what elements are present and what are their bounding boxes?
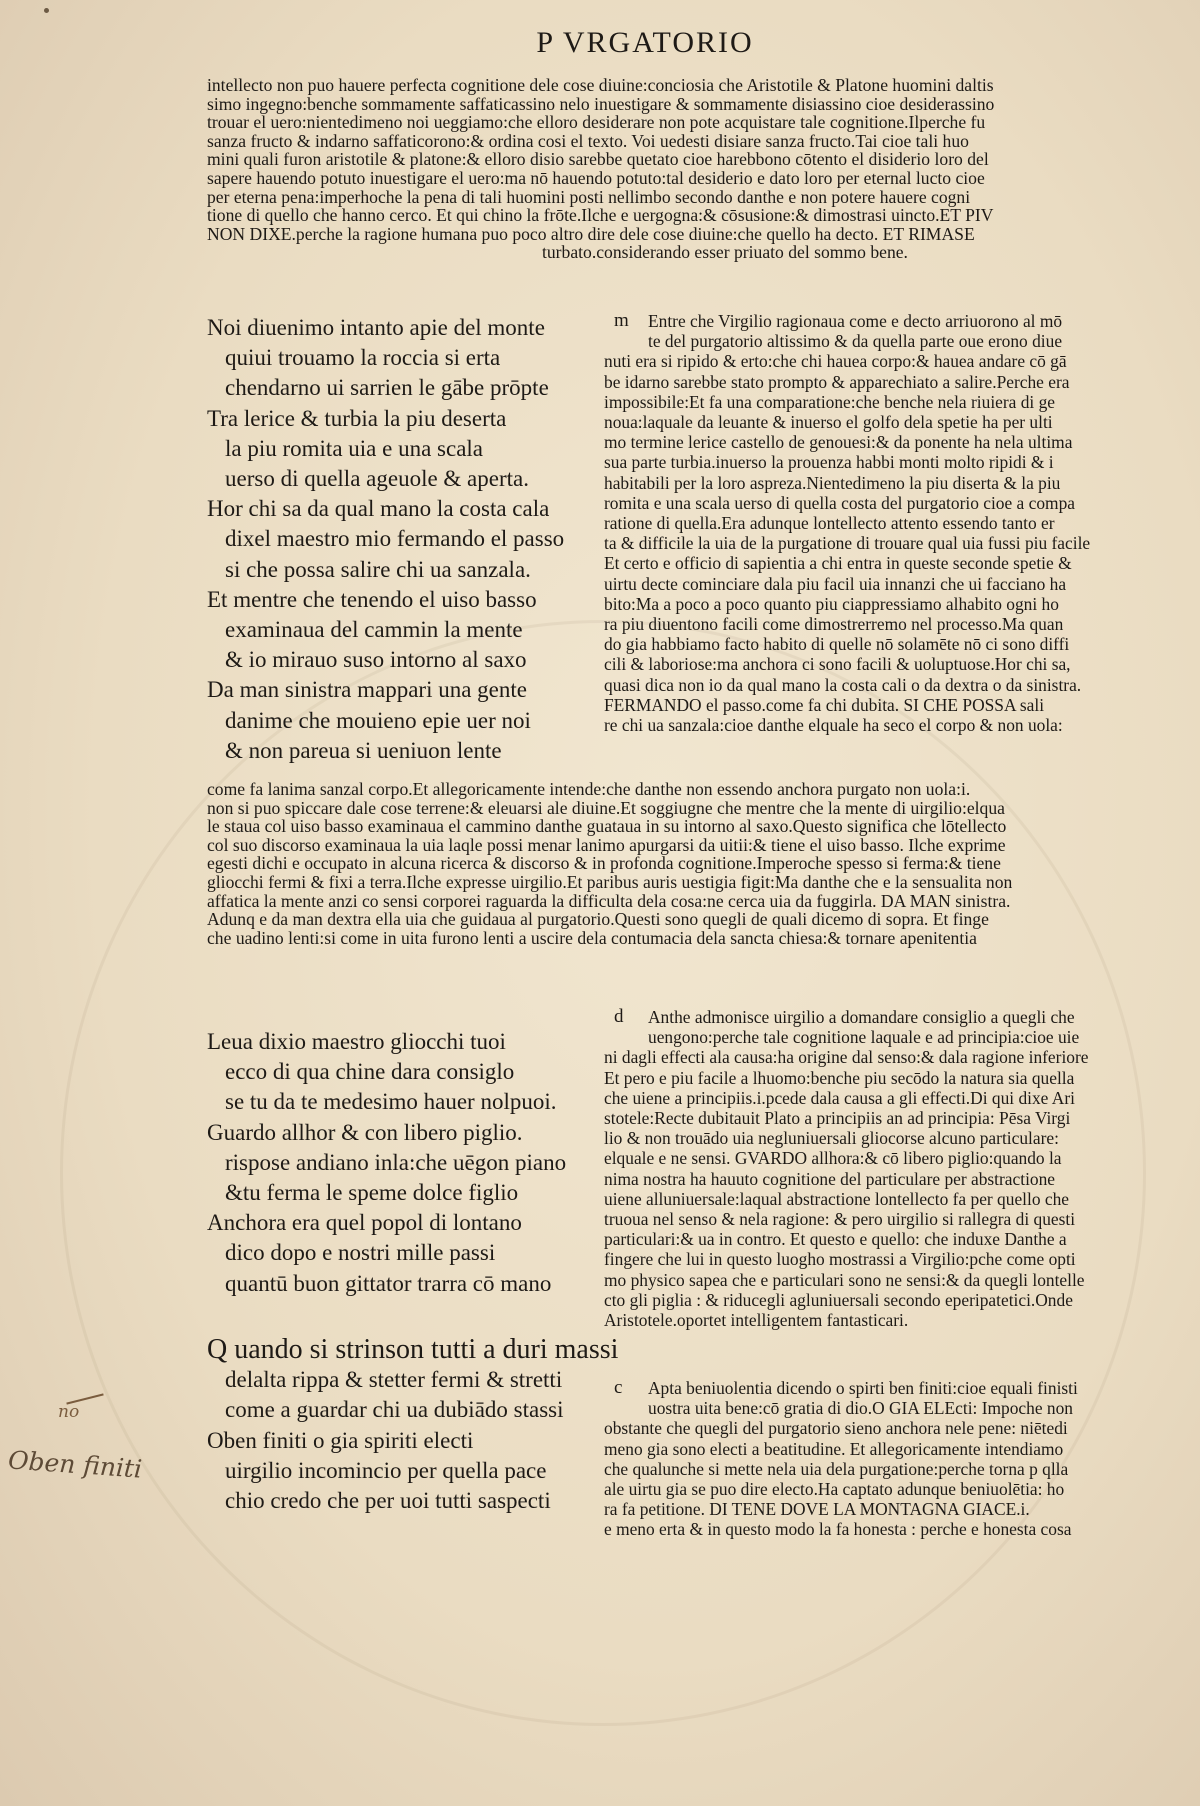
text-line: ra fa petitione. DI TENE DOVE LA MONTAGNA GIACE.i.: [604, 1499, 1030, 1520]
text-line: Et pero e piu facile a lhuomo:benche piu secōdo la natura sia quella: [604, 1067, 1075, 1088]
verse-line: Guardo allhor & con libero piglio.: [207, 1119, 523, 1145]
text-line: mini quali furon aristotile & platone:& elloro disio sarebbe quetato cioe harebbono cōtento el disiderio loro del: [207, 149, 989, 170]
commentary-block-top: [207, 76, 1182, 262]
text-line: nuti era si ripido & erto:che chi hauea corpo:& hauea andare cō gā: [604, 351, 1067, 372]
guide-letter: m: [614, 310, 629, 331]
text-line: affatica la mente anzi co sensi corporei raguarda la difficulta dela cosa:ne cerca uia da fuggirla. DA MAN sinistra.: [207, 890, 1011, 911]
text-line: elquale e ne sensi. GVARDO allhora:& cō libero piglio:quando la: [604, 1148, 1062, 1169]
page-header: [0, 26, 1200, 60]
ink-dot: [44, 8, 49, 13]
verse-line: uerso di quella ageuole & aperta.: [225, 466, 529, 492]
text-line: uirtu decte cominciare dala piu facil uia innanzi che ui facciano ha: [604, 573, 1067, 594]
text-line: Anthe admonisce uirgilio a domandare consiglio a quegli che: [648, 1007, 1075, 1027]
text-line: Aristotele.oportet intelligentem fantasticari.: [604, 1310, 909, 1331]
text-line: bito:Ma a poco a poco quanto piu ciappressiamo alhabito ogni ho: [604, 593, 1059, 614]
text-line: fingere che lui in questo luogho mostrassi a Virgilio:pche come opti: [604, 1249, 1076, 1270]
verse-line: &tu ferma le speme dolce figlio: [225, 1180, 519, 1206]
commentary-column-3: [604, 1378, 1184, 1540]
text-line: intellecto non puo hauere perfecta cognitione dele cose diuine:conciosia che Aristotile & Platone huomini daltis: [207, 75, 994, 95]
text-line: particulari:& ua in contro. Et questo e quello: che induxe Danthe a: [604, 1229, 1067, 1250]
verse-line: Da man sinistra mappari una gente: [207, 677, 527, 703]
text-line: ale uirtu gia se puo dire electo.Ha captato adunque beniuolētia: ho: [604, 1479, 1065, 1500]
commentary-column-1: [604, 311, 1184, 735]
verse-line: & io mirauo suso intorno al saxo: [225, 647, 527, 673]
text-line: che uiene a principiis.i.pcede dala causa a gli effecti.Di qui dixe Ari: [604, 1087, 1075, 1108]
text-line: col suo discorso examinaua la uia laqle possi menar lanimo apurgarsi da uitii:& tiene el uiso basso. Ilche exprime: [207, 834, 1006, 855]
text-line: te del purgatorio altissimo & da quella parte oue erono diue: [648, 331, 1063, 352]
verse-line: Q uando si strinson tutti a duri massi: [207, 1334, 619, 1365]
verse-line: dico dopo e nostri mille passi: [225, 1240, 496, 1266]
marginal-note: no: [58, 1402, 80, 1422]
verse-line: delalta rippa & stetter fermi & stretti: [225, 1367, 563, 1393]
text-line: che uadino lenti:si come in uita furono lenti a uscire dela contumacia dela sancta chiesa:& tornare apenitentia: [207, 927, 977, 948]
text-line: Adunq e da man dextra ella uia che guidaua al purgatorio.Questi sono quegli de quali dicemo di sopra. Et finge: [207, 909, 989, 930]
text-line: romita e una scala uerso di quella costa del purgatorio cioe a compa: [604, 492, 1075, 513]
text-line: egesti dichi e occupato in alcuna ricerca & discorso & in profonda cognitione.Imperoche spesso si ferma:& tiene: [207, 853, 1001, 874]
text-line: FERMANDO el passo.come fa chi dubita. SI CHE POSSA sali: [604, 694, 1045, 715]
text-line: mo physico sapea che e particulari sono ne sensi:& da quegli lontelle: [604, 1269, 1085, 1290]
verse-line: Leua dixio maestro gliocchi tuoi: [207, 1029, 506, 1054]
guide-letter: c: [614, 1377, 623, 1398]
text-line: ta & difficile la uia de la purgatione di trouare qual uia fussi piu facile: [604, 533, 1091, 554]
text-line: simo ingegno:benche sommamente saffaticassino nelo inuestigare & sommamente disiassino cioe desiderassino: [207, 93, 995, 114]
text-line: gliocchi fermi & fixi a terra.Ilche expresse uirgilio.Et paribus auris uestigia figit:Ma danthe che e la sensualita non: [207, 871, 1013, 892]
verse-line: Noi diuenimo intanto apie del monte: [207, 315, 545, 340]
text-line: sanza fructo & indarno saffaticorono:& ordina cosi el texto. Voi uedesti disiare sanza fructo.Tai cioe tali huo: [207, 130, 969, 151]
verse-line: dixel maestro mio fermando el passo: [225, 526, 565, 552]
text-line: trouar el uero:nientedimeno noi ueggiamo:che elloro desiderare non pote acquistare tale cognitione.Ilperche fu: [207, 112, 986, 133]
text-line: re chi ua sanzala:cioe danthe elquale ha seco el corpo & non uola:: [604, 715, 1063, 736]
text-line: sapere hauendo potuto inuestigare el uero:ma nō hauendo potuto:tal desiderio e dato loro per eternal lucto cioe: [207, 167, 985, 188]
verse-line: quiui trouamo la roccia si erta: [225, 345, 501, 371]
verse-line: si che possa salire chi ua sanzala.: [225, 556, 531, 582]
verse-line: examinaua del cammin la mente: [225, 617, 523, 643]
verse-line: Oben finiti o gia spiriti electi: [207, 1427, 474, 1453]
guide-letter: d: [614, 1006, 624, 1027]
text-line: uiene alluniuersale:laqual abstractione lontellecto fa per quello che: [604, 1188, 1069, 1209]
verse-line: uirgilio incomincio per quella pace: [225, 1457, 547, 1483]
marginal-handwriting: Oben finiti: [7, 1445, 144, 1484]
verse-line: & non pareua si ueniuon lente: [225, 737, 502, 763]
text-line: quasi dica non io da qual mano la costa cali o da dextra o da sinistra.: [604, 674, 1082, 695]
verse-line: Hor chi sa da qual mano la costa cala: [207, 496, 550, 522]
text-line: nima nostra ha hauuto cognitione del particulare per abstractione: [604, 1168, 1056, 1189]
verse-line: se tu da te medesimo hauer nolpuoi.: [225, 1089, 557, 1115]
text-line: be idarno sarebbe stato prompto & apparechiato a salire.Perche era: [604, 371, 1070, 392]
text-line: obstante che quegli del purgatorio sieno anchora nele pene: niētedi: [604, 1418, 1068, 1439]
text-line: sua parte turbia.inuerso la prouenza habbi monti molto ripidi & i: [604, 452, 1054, 473]
commentary-column-2: [604, 1007, 1184, 1330]
text-line: lio & non trouādo uia negluniuersali gliocorse alcuno particulare:: [604, 1128, 1059, 1149]
verse-group-3: [207, 1334, 619, 1516]
text-line: mo termine lerice castello de genouesi:& da ponente ha nela ultima: [604, 432, 1073, 453]
text-line: tione di quello che hanno cerco. Et qui chino la frōte.Ilche e uergogna:& cōsusione:& dimostrasi uincto.ET PIV: [207, 205, 994, 226]
text-line: habitabili per la loro aspreza.Nientedimeno la piu diserta & la piu: [604, 472, 1061, 493]
text-line: come fa lanima sanzal corpo.Et allegoricamente intende:che danthe non essendo anchora purgato non uola:i.: [207, 779, 971, 799]
text-line: do gia habbiamo facto habito di quelle nō solamēte nō ci sono diffi: [604, 634, 1070, 655]
text-line: non si puo spiccare dale cose terrene:& eleuarsi ale diuine.Et soggiugne che mentre che la mente di uirgilio:elqua: [207, 797, 1005, 818]
verse-line: Et mentre che tenendo el uiso basso: [207, 586, 537, 612]
verse-group-2: [207, 1027, 607, 1299]
verse-line: chio credo che per uoi tutti saspecti: [225, 1488, 551, 1514]
text-line: le staua col uiso basso examinaua el cammino danthe guataua in su intorno al saxo.Questo significa che lōtellecto: [207, 816, 1007, 837]
text-line: ratione di quella.Era adunque lontellecto attento essendo tanto er: [604, 513, 1055, 534]
verse-line: Tra lerice & turbia la piu deserta: [207, 405, 507, 431]
text-line: turbato.considerando esser priuato del sommo bene.: [542, 242, 908, 263]
text-line: ni dagli effecti ala causa:ha origine dal senso:& dala ragione inferiore: [604, 1047, 1089, 1068]
text-line: stotele:Recte dubitauit Plato a principiis an ad principia: Pēsa Virgi: [604, 1108, 1071, 1129]
text-line: cili & laboriose:ma anchora ci sono facili & uoluptuose.Hor chi sa,: [604, 654, 1071, 675]
verse-line: ecco di qua chine dara consiglo: [225, 1059, 515, 1085]
verse-line: come a guardar chi ua dubiādo stassi: [225, 1397, 564, 1423]
text-line: ra piu diuentono facili come dimostrerremo nel processo.Ma quan: [604, 614, 1064, 635]
verse-line: danime che mouieno epie uer noi: [225, 707, 531, 733]
text-line: Apta beniuolentia dicendo o spirti ben finiti:cioe equali finisti: [648, 1378, 1078, 1398]
text-line: impossibile:Et fa una comparatione:che benche nela riuiera di ge: [604, 391, 1056, 412]
text-line: uengono:perche tale cognitione laquale e ad principia:cioe uie: [648, 1027, 1080, 1048]
text-line: Entre che Virgilio ragionaua come e decto arriuorono al mō: [648, 311, 1063, 331]
text-line: noua:laquale da leuante & inuerso el golfo dela spetie ha per ulti: [604, 412, 1053, 433]
text-line: meno gia sono electi a beatitudine. Et allegoricamente intendiamo: [604, 1438, 1064, 1459]
verse-line: quantū buon gittator trarra cō mano: [225, 1270, 552, 1296]
commentary-block-middle: [207, 780, 1182, 947]
verse-line: la piu romita uia e una scala: [225, 435, 484, 461]
text-line: cto gli piglia : & riducegli agluniuersali secondo eperipatetici.Onde: [604, 1289, 1073, 1310]
text-line: Et certo e officio di sapientia a chi entra in queste seconde spetie &: [604, 553, 1072, 574]
verse-line: chendarno ui sarrien le gābe prōpte: [225, 375, 549, 401]
running-title: P VRGATORIO: [536, 26, 754, 59]
text-line: uostra uita bene:cō gratia di dio.O GIA ELEcti: Impoche non: [648, 1398, 1073, 1419]
verse-group-1: [207, 313, 607, 766]
text-line: e meno erta & in questo modo la fa honesta : perche e honesta cosa: [604, 1519, 1072, 1540]
text-line: per eterna pena:imperhoche la pena di tali huomini posti nellimbo secondo danthe e non potere hauere cogni: [207, 186, 971, 207]
verse-line: rispose andiano inla:che uēgon piano: [225, 1149, 567, 1175]
text-line: NON DIXE.perche la ragione humana puo poco altro dire dele cose diuine:che quello ha decto. ET RIMASE: [207, 223, 975, 244]
text-line: truoua nel senso & nela ragione: & pero uirgilio si rallegra di questi: [604, 1209, 1076, 1230]
verse-line: Anchora era quel popol di lontano: [207, 1210, 522, 1236]
text-line: che qualunche si mette nela uia dela purgatione:perche torna p qlla: [604, 1458, 1069, 1479]
